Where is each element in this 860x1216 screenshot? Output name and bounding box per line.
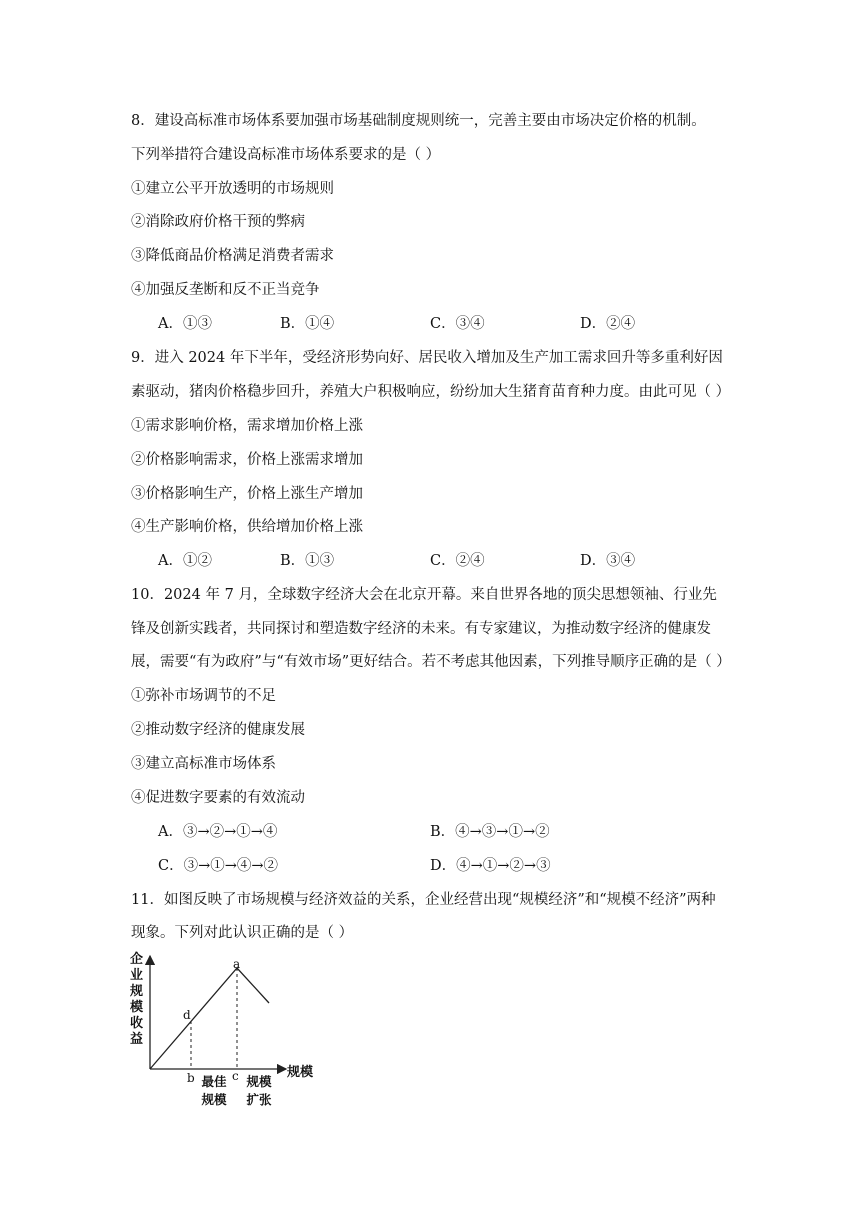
question-10-stem-line-3: 展，需要“有为政府”与“有效市场”更好结合。若不考虑其他因素，下列推导顺序正确的是（ ） — [131, 654, 731, 670]
question-8-option-d[interactable]: D．②④ — [580, 316, 636, 332]
question-10-stem-line-1: 10．2024 年 7 月，全球数字经济大会在北京开幕。来自世界各地的顶尖思想领袖、行业先 — [131, 587, 717, 603]
question-9-item-4: ④生产影响价格，供给增加价格上涨 — [131, 519, 363, 535]
question-10-item-1: ①弥补市场调节的不足 — [131, 688, 276, 704]
question-10-option-a[interactable]: A．③→②→①→④ — [158, 824, 278, 840]
question-11-stem-line-2: 现象。下列对此认识正确的是（ ） — [131, 925, 354, 941]
question-10-option-b[interactable]: B．④→③→①→② — [430, 824, 550, 840]
question-9-option-b[interactable]: B．①③ — [280, 553, 335, 569]
question-10-item-2: ②推动数字经济的健康发展 — [131, 722, 305, 738]
question-8-stem-line-2: 下列举措符合建设高标准市场体系要求的是（ ） — [131, 147, 441, 163]
point-a-label: a — [233, 957, 241, 971]
question-8-stem-line-1: 8．建设高标准市场体系要加强市场基础制度规则统一，完善主要由市场决定价格的机制。 — [131, 113, 706, 129]
scale-expansion-label-line-1: 规模 — [246, 1074, 272, 1089]
question-8-item-3: ③降低商品价格满足消费者需求 — [131, 248, 334, 264]
question-9-option-c[interactable]: C．②④ — [430, 553, 485, 569]
question-8-option-a[interactable]: A．①③ — [158, 316, 212, 332]
question-10-item-3: ③建立高标准市场体系 — [131, 756, 276, 772]
question-9-option-d[interactable]: D．③④ — [580, 553, 636, 569]
question-9-stem-line-1: 9．进入 2024 年下半年，受经济形势向好、居民收入增加及生产加工需求回升等多重利好因 — [131, 350, 723, 366]
question-9-option-a[interactable]: A．①② — [158, 553, 212, 569]
scale-benefit-diagram — [126, 948, 326, 1113]
question-8-item-4: ④加强反垄断和反不正当竞争 — [131, 282, 320, 298]
benefit-curve — [150, 968, 269, 1069]
scale-expansion-label — [244, 1073, 274, 1109]
x-axis-label: 规模 — [287, 1065, 314, 1080]
best-scale-label — [199, 1073, 229, 1109]
question-8-option-c[interactable]: C．③④ — [430, 316, 485, 332]
scale-expansion-label-line-2: 扩张 — [246, 1092, 272, 1107]
y-axis-label: 企业规模收益 — [130, 952, 144, 1047]
tick-c-label: c — [232, 1069, 239, 1083]
best-scale-label-line-1: 最佳 — [201, 1074, 227, 1089]
question-11-stem-line-1: 11．如图反映了市场规模与经济效益的关系，企业经营出现“规模经济”和“规模不经济”两种 — [131, 892, 716, 908]
question-9-stem-line-2: 素驱动，猪肉价格稳步回升，养殖大户积极响应，纷纷加大生猪育苗育种力度。由此可见（ ） — [131, 384, 731, 400]
best-scale-label-line-2: 规模 — [201, 1092, 227, 1107]
question-10-item-4: ④促进数字要素的有效流动 — [131, 790, 305, 806]
question-8-option-b[interactable]: B．①④ — [280, 316, 335, 332]
question-9-item-1: ①需求影响价格，需求增加价格上涨 — [131, 418, 363, 434]
question-10-stem-line-2: 锋及创新实践者，共同探讨和塑造数字经济的未来。有专家建议，为推动数字经济的健康发 — [131, 621, 711, 637]
question-10-option-d[interactable]: D．④→①→②→③ — [430, 858, 551, 874]
question-8-item-1: ①建立公平开放透明的市场规则 — [131, 181, 334, 197]
question-10-option-c[interactable]: C．③→①→④→② — [158, 858, 279, 874]
question-8-item-2: ②消除政府价格干预的弊病 — [131, 214, 305, 230]
tick-b-label: b — [187, 1071, 195, 1085]
question-9-item-2: ②价格影响需求，价格上涨需求增加 — [131, 452, 363, 468]
point-d-label: d — [183, 1008, 191, 1022]
question-9-item-3: ③价格影响生产，价格上涨生产增加 — [131, 486, 363, 502]
